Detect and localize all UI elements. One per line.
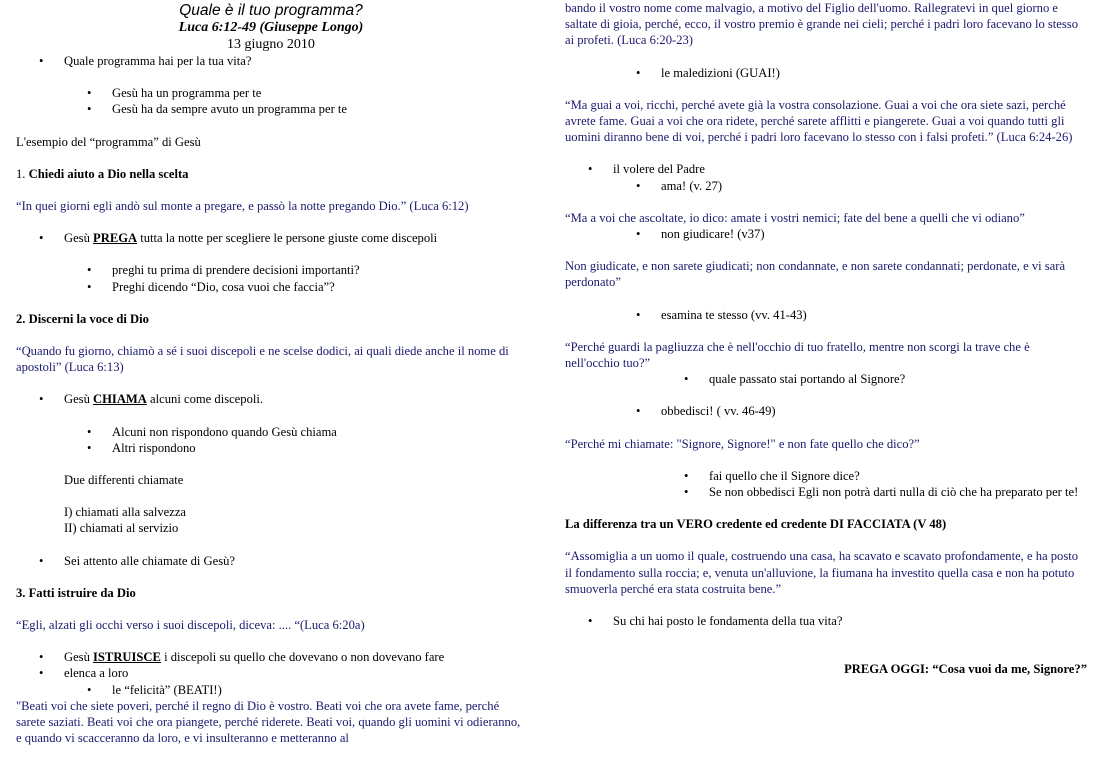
section-2-list [16, 391, 526, 407]
section-1-title: Chiedi aiuto a Dio nella scelta [28, 166, 189, 181]
keyword-chiama: CHIAMA [93, 392, 147, 407]
list-item: • preghi tu prima di prendere decisioni importanti? [16, 262, 526, 278]
list-item: • il volere del Padre [565, 161, 1087, 177]
intro-list [16, 53, 526, 69]
list-item: • Preghi dicendo “Dio, cosa vuoi che faccia”? [16, 279, 526, 295]
document-subtitle: Luca 6:12-49 (Giuseppe Longo) [178, 20, 364, 35]
obbedisci-list [565, 403, 1087, 419]
section-3-list [16, 649, 526, 681]
non-giudicare-list [565, 226, 1087, 242]
section-1-list [16, 230, 526, 246]
list-item: • elenca a loro [16, 665, 526, 681]
ama-list [565, 178, 1087, 194]
document-header [16, 2, 526, 53]
beatitudes-quote-continued: bando il vostro nome come malvagio, a motivo del Figlio dell'uomo. Rallegratevi in quel giorno e saltate di gioia, perché, ecco, il vostro premio è grande nei cieli; perché i padri loro facevano lo stesso ai profeti. (Luca 6:20-23) [565, 1, 1078, 48]
giudicare-quote: Non giudicate, e non sarete giudicati; non condannate, e non sarete condannati; perdonate, e vi sarà perdonato” [565, 259, 1066, 290]
document-date: 13 giugno 2010 [227, 37, 315, 52]
esamina-list [565, 307, 1087, 323]
text-span: i discepoli su quello che dovevano o non dovevano fare [160, 650, 445, 665]
list-item: • Su chi hai posto le fondamenta della tua vita? [565, 613, 1087, 629]
list-item: • Alcuni non rispondono quando Gesù chiama [16, 424, 526, 440]
text-span: alcuni come discepoli. [146, 392, 264, 407]
text-span: tutta la notte per scegliere le persone giuste come discepoli [137, 231, 438, 246]
list-item [16, 391, 526, 407]
section-1-sub-list [16, 262, 526, 294]
keyword-prega: PREGA [93, 231, 138, 246]
fai-sub-list [565, 468, 1087, 500]
section-2-sub-list [16, 424, 526, 456]
list-item: • le “felicità” (BEATI!) [16, 682, 526, 698]
section-2-heading: 2. Discerni la voce di Dio [16, 311, 149, 326]
beatitudes-quote: "Beati voi che siete poveri, perché il regno di Dio è vostro. Beati voi che ora avete fame, perché sarete saziati. Beati voi che ora piangete, perché riderete. Beati voi, quando gli uomini vi odieranno, e quando vi scacceranno da loro, e vi insulteranno e metteranno al [16, 698, 521, 746]
two-calls-label: Due differenti chiamate [64, 473, 184, 488]
list-item: • esamina te stesso (vv. 41-43) [565, 307, 1087, 323]
list-item: • Quale programma hai per la tua vita? [16, 53, 526, 69]
example-heading: L'esempio del “programma” di Gesù [16, 134, 201, 149]
fondamenta-list [565, 613, 1087, 629]
section-3-heading: 3. Fatti istruire da Dio [16, 585, 136, 600]
list-item: • Altri rispondono [16, 440, 526, 456]
ama-quote: “Ma a voi che ascoltate, io dico: amate i vostri nemici; fate del bene a quelli che vi odiano” [565, 210, 1025, 225]
right-column [565, 0, 1087, 677]
difference-heading: La differenza tra un VERO credente ed credente DI FACCIATA (V 48) [565, 517, 947, 532]
list-item: • Gesù ha da sempre avuto un programma per te [16, 101, 526, 117]
text-span: Gesù [64, 650, 94, 665]
list-item [16, 649, 526, 665]
call-service: II) chiamati al servizio [64, 521, 179, 536]
left-column [16, 0, 526, 746]
section-1-heading [16, 166, 526, 182]
volere-list [565, 161, 1087, 177]
list-item: • le maledizioni (GUAI!) [565, 65, 1087, 81]
signore-quote: “Perché mi chiamate: "Signore, Signore!" e non fate quello che dico?” [565, 436, 920, 451]
section-1-quote: “In quei giorni egli andò sul monte a pregare, e passò la notte pregando Dio.” (Luca 6:12) [16, 199, 469, 214]
section-2-quote: “Quando fu giorno, chiamò a sé i suoi discepoli e ne scelse dodici, ai quali diede anche il nome di apostoli” (Luca 6:13) [16, 344, 509, 375]
casa-quote: “Assomiglia a un uomo il quale, costruendo una casa, ha scavato e scavato profondamente, e ha posto il fondamento sulla roccia; e, venuta un'alluvione, la fiumana ha investito quella casa e non ha potuto smuoverla perché era stata costruita bene.” [565, 549, 1079, 596]
guai-quote: “Ma guai a voi, ricchi, perché avete già la vostra consolazione. Guai a voi che ora siete sazi, perché avrete fame. Guai a voi che ora ridete, perché sarete afflitti e piangerete. Guai a voi quando tutti gli uomini diranno bene di voi, perché i padri loro facevano lo stesso con i falsi profeti.” (Luca 6:24-26) [565, 97, 1073, 145]
pagliuzza-quote: “Perché guardi la pagliuzza che è nell'occhio di tuo fratello, mentre non scorgi la trave che è nell'occhio tuo?” [565, 339, 1030, 371]
list-item: • Gesù ha un programma per te [16, 85, 526, 101]
document-title: Quale è il tuo programma? [179, 2, 363, 19]
intro-sub-list [16, 85, 526, 117]
list-item: • Sei attento alle chiamate di Gesù? [16, 553, 526, 569]
passato-list [565, 371, 1087, 387]
keyword-istruisce: ISTRUISCE [93, 650, 161, 665]
prega-oggi: PREGA OGGI: “Cosa vuoi da me, Signore?” [844, 662, 1087, 677]
list-item [16, 230, 526, 246]
section-2-attention-list [16, 553, 526, 569]
text-span: Gesù [64, 392, 94, 407]
section-1-number: 1. [16, 166, 29, 181]
list-item: • Se non obbedisci Egli non potrà darti nulla di ciò che ha preparato per te! [565, 484, 1087, 500]
list-item: • ama! (v. 27) [565, 178, 1087, 194]
list-item: • non giudicare! (v37) [565, 226, 1087, 242]
list-item: • obbedisci! ( vv. 46-49) [565, 403, 1087, 419]
section-3-quote: “Egli, alzati gli occhi verso i suoi discepoli, diceva: .... “(Luca 6:20a) [16, 618, 365, 633]
maledizioni-list [565, 65, 1087, 81]
section-3-sub-list [16, 682, 526, 698]
call-salvation: I) chiamati alla salvezza [64, 505, 187, 520]
list-item: • fai quello che il Signore dice? [565, 468, 1087, 484]
text-span: Gesù [64, 231, 94, 246]
list-item: • quale passato stai portando al Signore? [565, 371, 1087, 387]
